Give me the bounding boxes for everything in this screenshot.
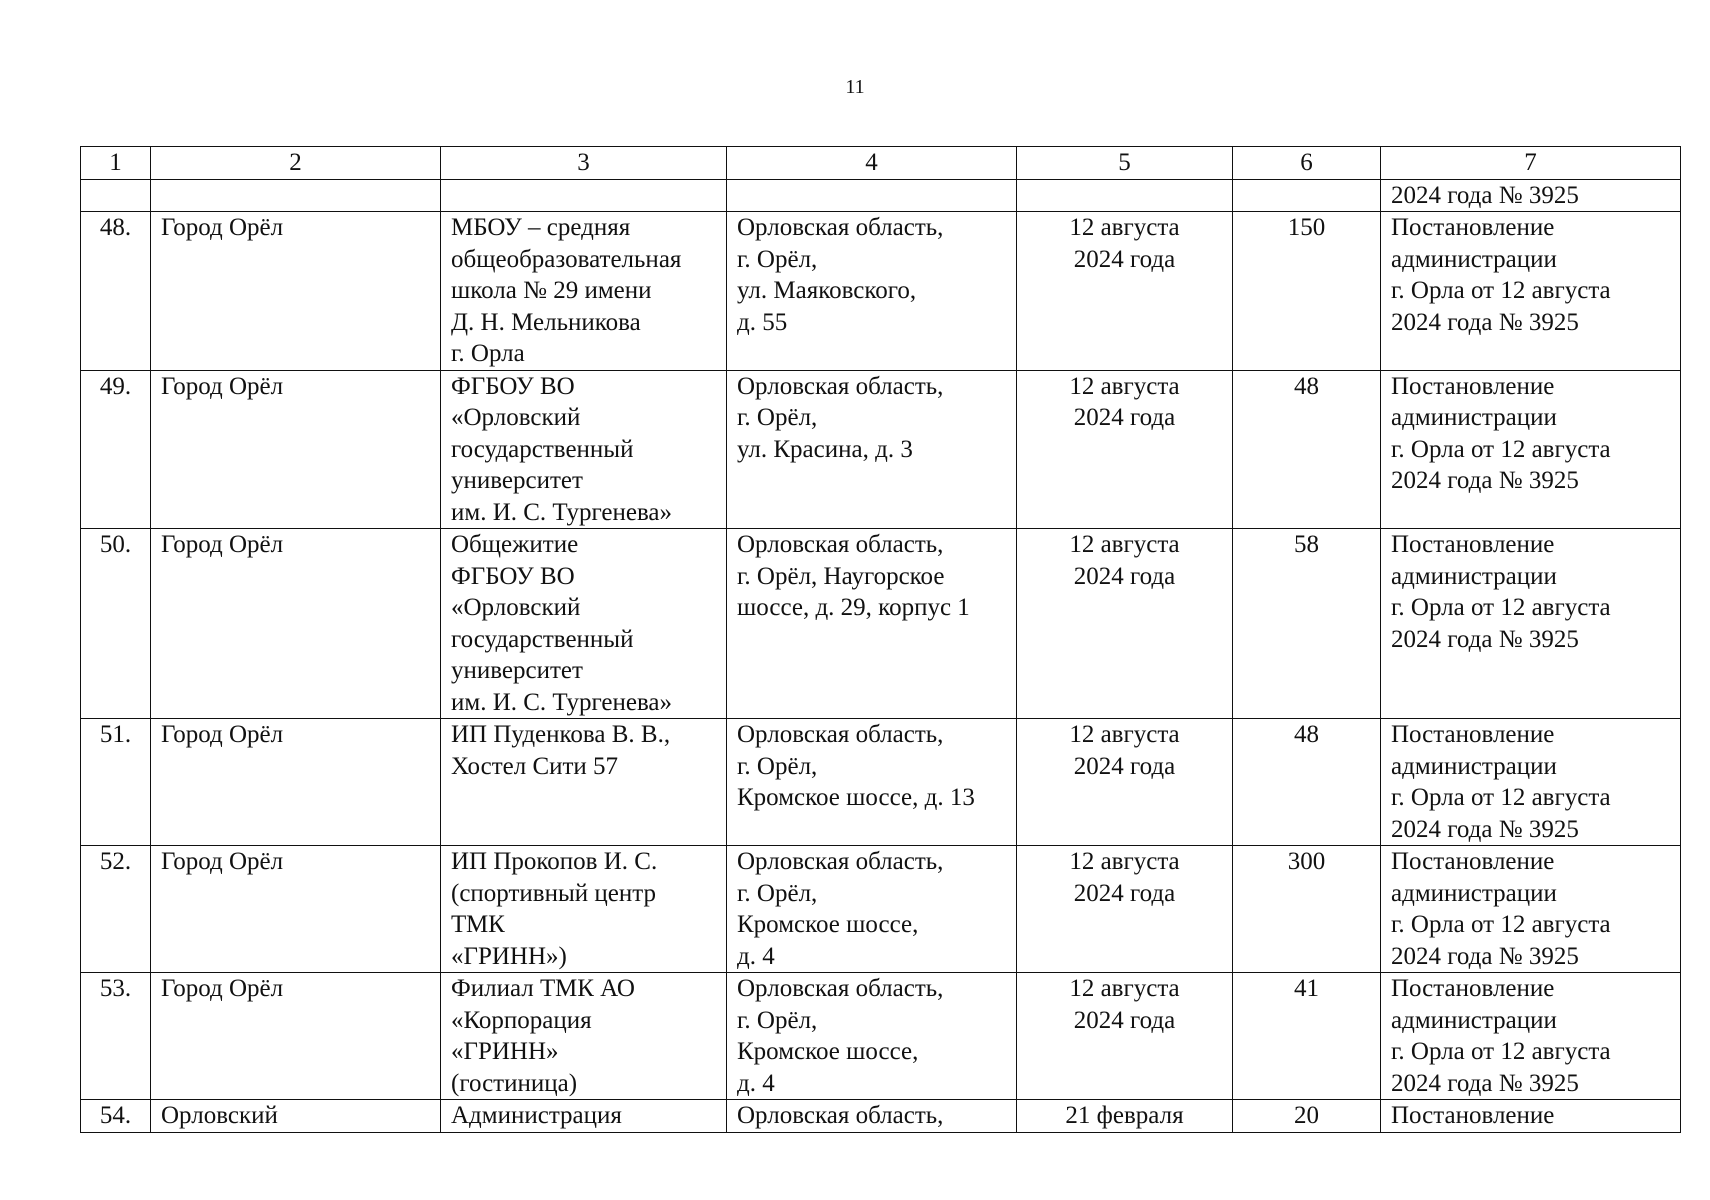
table-cell — [1017, 179, 1233, 212]
document-cell: Постановление администрации г. Орла от 12 августа 2024 года № 3925 — [1381, 973, 1681, 1100]
organization-cell: Филиал ТМК АО «Корпорация «ГРИНН» (гостиница) — [441, 973, 727, 1100]
table-row — [81, 1100, 1681, 1133]
date-cell: 12 августа 2024 года — [1017, 212, 1233, 371]
address-cell: Орловская область, г. Орёл, Наугорское шоссе, д. 29, корпус 1 — [727, 529, 1017, 719]
table-row — [81, 719, 1681, 846]
header-row — [81, 147, 1681, 180]
date-cell: 12 августа 2024 года — [1017, 846, 1233, 973]
table-row — [81, 370, 1681, 529]
row-number: 48. — [81, 212, 151, 371]
page-number: 11 — [845, 76, 865, 98]
row-number: 50. — [81, 529, 151, 719]
district-cell: Город Орёл — [151, 370, 441, 529]
column-header: 5 — [1017, 147, 1233, 180]
capacity-cell: 300 — [1233, 846, 1381, 973]
capacity-cell: 48 — [1233, 370, 1381, 529]
document-cell: Постановление — [1381, 1100, 1681, 1133]
date-cell: 12 августа 2024 года — [1017, 719, 1233, 846]
row-number: 49. — [81, 370, 151, 529]
address-cell: Орловская область, г. Орёл, ул. Маяковского, д. 55 — [727, 212, 1017, 371]
continuation-row — [81, 179, 1681, 212]
address-cell: Орловская область, — [727, 1100, 1017, 1133]
organization-cell: ИП Пуденкова В. В., Хостел Сити 57 — [441, 719, 727, 846]
table-cell — [727, 179, 1017, 212]
row-number: 54. — [81, 1100, 151, 1133]
document-cell: Постановление администрации г. Орла от 12 августа 2024 года № 3925 — [1381, 719, 1681, 846]
table-cell — [441, 179, 727, 212]
column-header: 6 — [1233, 147, 1381, 180]
column-header: 7 — [1381, 147, 1681, 180]
capacity-cell: 48 — [1233, 719, 1381, 846]
table-row — [81, 529, 1681, 719]
date-cell: 12 августа 2024 года — [1017, 370, 1233, 529]
address-cell: Орловская область, г. Орёл, Кромское шоссе, д. 4 — [727, 846, 1017, 973]
date-cell: 12 августа 2024 года — [1017, 973, 1233, 1100]
column-header: 1 — [81, 147, 151, 180]
table-cell — [81, 179, 151, 212]
district-cell: Город Орёл — [151, 529, 441, 719]
row-number: 53. — [81, 973, 151, 1100]
capacity-cell: 20 — [1233, 1100, 1381, 1133]
column-header: 3 — [441, 147, 727, 180]
date-cell: 21 февраля — [1017, 1100, 1233, 1133]
address-cell: Орловская область, г. Орёл, Кромское шоссе, д. 13 — [727, 719, 1017, 846]
column-header: 4 — [727, 147, 1017, 180]
table-row — [81, 973, 1681, 1100]
document-cell: Постановление администрации г. Орла от 12 августа 2024 года № 3925 — [1381, 370, 1681, 529]
table-cell: 2024 года № 3925 — [1381, 179, 1681, 212]
organization-cell: Общежитие ФГБОУ ВО «Орловский государственный университет им. И. С. Тургенева» — [441, 529, 727, 719]
organization-cell: Администрация — [441, 1100, 727, 1133]
capacity-cell: 150 — [1233, 212, 1381, 371]
district-cell: Орловский — [151, 1100, 441, 1133]
table-cell — [151, 179, 441, 212]
address-cell: Орловская область, г. Орёл, ул. Красина, д. 3 — [727, 370, 1017, 529]
document-cell: Постановление администрации г. Орла от 12 августа 2024 года № 3925 — [1381, 846, 1681, 973]
district-cell: Город Орёл — [151, 719, 441, 846]
table-row — [81, 212, 1681, 371]
organization-cell: ФГБОУ ВО «Орловский государственный университет им. И. С. Тургенева» — [441, 370, 727, 529]
document-cell: Постановление администрации г. Орла от 12 августа 2024 года № 3925 — [1381, 212, 1681, 371]
row-number: 52. — [81, 846, 151, 973]
organization-cell: МБОУ – средняя общеобразовательная школа № 29 имени Д. Н. Мельникова г. Орла — [441, 212, 727, 371]
organization-cell: ИП Прокопов И. С. (спортивный центр ТМК «ГРИНН») — [441, 846, 727, 973]
table-row — [81, 846, 1681, 973]
date-cell: 12 августа 2024 года — [1017, 529, 1233, 719]
district-cell: Город Орёл — [151, 846, 441, 973]
document-cell: Постановление администрации г. Орла от 12 августа 2024 года № 3925 — [1381, 529, 1681, 719]
capacity-cell: 58 — [1233, 529, 1381, 719]
table-cell — [1233, 179, 1381, 212]
row-number: 51. — [81, 719, 151, 846]
capacity-cell: 41 — [1233, 973, 1381, 1100]
column-header: 2 — [151, 147, 441, 180]
document-table — [80, 146, 1681, 1133]
address-cell: Орловская область, г. Орёл, Кромское шоссе, д. 4 — [727, 973, 1017, 1100]
district-cell: Город Орёл — [151, 212, 441, 371]
district-cell: Город Орёл — [151, 973, 441, 1100]
